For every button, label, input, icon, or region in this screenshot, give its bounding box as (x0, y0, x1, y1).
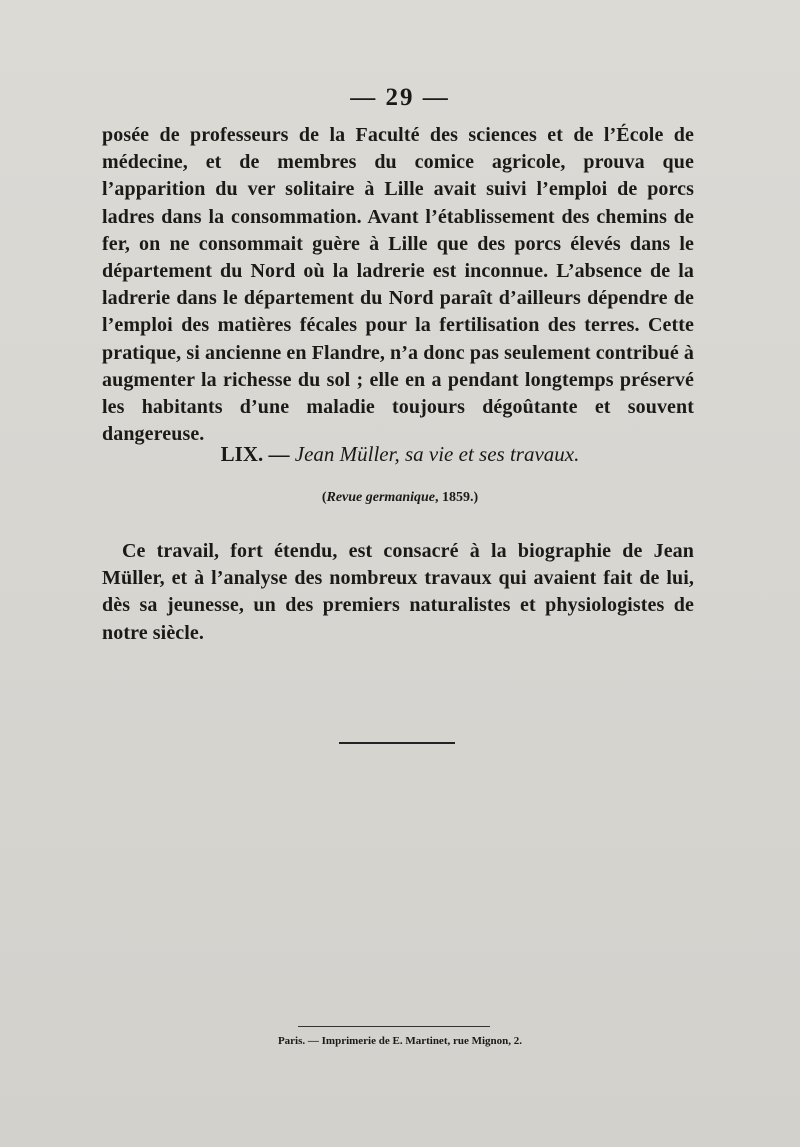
paragraph-text: Ce travail, fort étendu, est consacré à la biographie de Jean Müller, et à l’analyse des nombreux travaux qui avaient fait de lui, dès sa jeunesse, un des premiers naturalistes et physiologistes de notre siècle. (102, 540, 694, 644)
source-open: ( (321, 490, 327, 505)
end-rule (339, 742, 455, 744)
section-heading (0, 442, 800, 467)
paragraph-continuation (102, 122, 694, 448)
printer-imprint: Paris. — Imprimerie de E. Martinet, rue Mignon, 2. (277, 1035, 523, 1047)
paragraph-text: posée de professeurs de la Faculté des sciences et de l’École de médecine, et de membres du comice agricole, prouva que l’apparition du ver solitaire à Lille avait suivi l’emploi de porcs ladres dans la consommation. Avant l’établissement des chemins de fer, on ne consommait guère à Lille que des porcs élevés dans le département du Nord où la ladrerie est inconnue. L’absence de la ladrerie dans le département du Nord paraît d’ailleurs dépendre de l’emploi des matières fécales pour la fertilisation des terres. Cette pratique, si ancienne en Flandre, n’a donc pas seulement contribué à augmenter la richesse du sol ; elle en a pendant longtemps préservé les habitants d’une maladie toujours dégoûtante et souvent dangereuse. (102, 124, 695, 446)
section-paragraph (102, 538, 694, 647)
show-through-text (100, 662, 700, 1022)
section-number: LIX. — (220, 442, 290, 466)
footer-rule (298, 1026, 490, 1027)
section-source (0, 490, 800, 506)
source-year: , 1859.) (435, 490, 479, 505)
section-title: Jean Müller, sa vie et ses travaux. (294, 442, 580, 466)
source-journal: Revue germanique (326, 490, 435, 505)
page-number: — 29 — (350, 84, 450, 111)
